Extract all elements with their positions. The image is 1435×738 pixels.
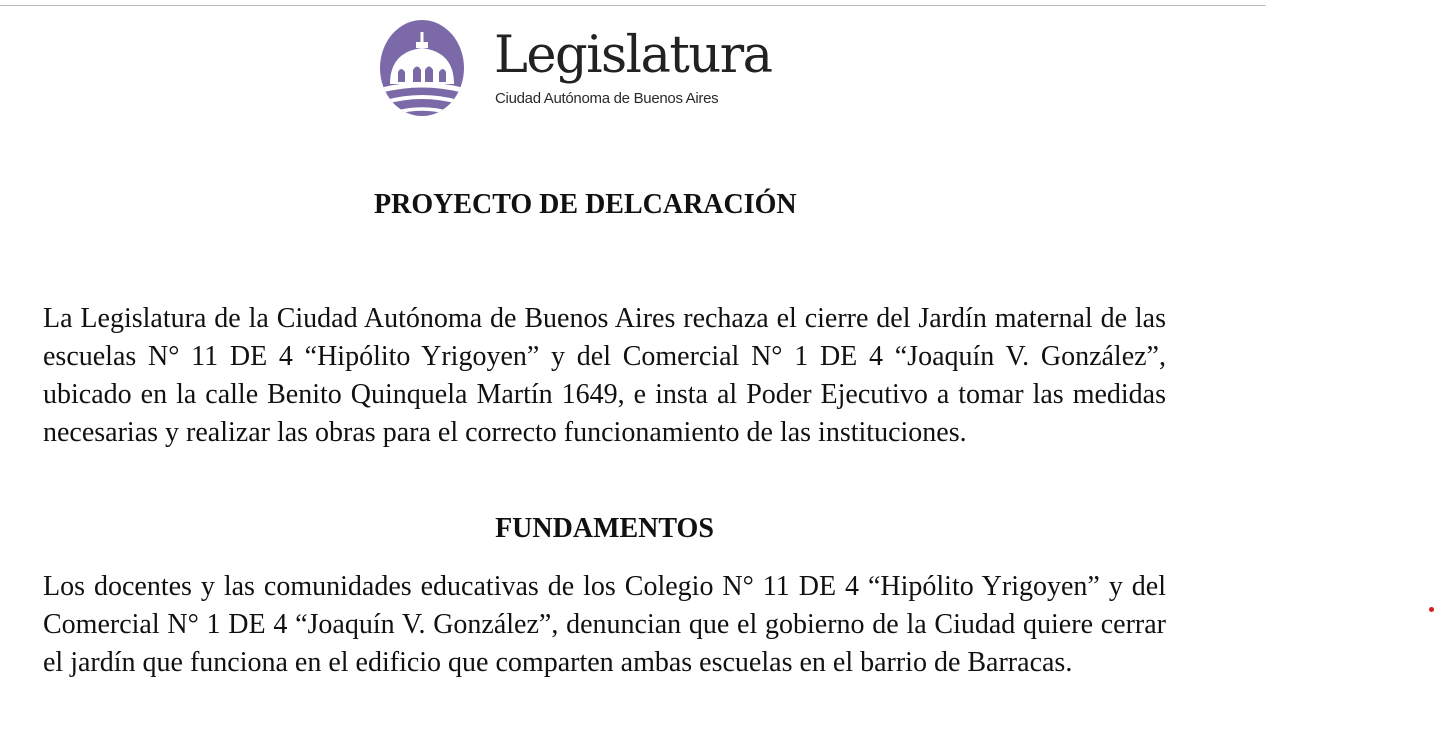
page-top-border [0,5,1266,6]
section-heading-fundamentos: FUNDAMENTOS [495,513,714,544]
dome-emblem-icon [376,18,468,126]
legislatura-logo [376,18,772,126]
marker-dot [1429,607,1434,612]
fundamentos-paragraph[interactable]: Los docentes y las comunidades educativas de los Colegio N° 11 DE 4 “Hipólito Yrigoyen” y del Comercial N° 1 DE 4 “Joaquín V. González”, denuncian que el gobierno de la Ciudad quiere cerrar el jardín que funciona en el edificio que comparten ambas escuelas en el barrio de Barracas. [43,571,1166,678]
declaration-paragraph[interactable]: La Legislatura de la Ciudad Autónoma de Buenos Aires rechaza el cierre del Jardín maternal de las escuelas N° 11 DE 4 “Hipólito Yrigoyen” y del Comercial N° 1 DE 4 “Joaquín V. González”, ubicado en la calle Benito Quinquela Martín 1649, e insta al Poder Ejecutivo a tomar las medidas necesarias y realizar las obras para el correcto funcionamiento de las instituciones. [43,303,1166,448]
logo-name: Legislatura [494,26,772,85]
document-title: PROYECTO DE DELCARACIÓN [374,189,797,220]
logo-subtitle: Ciudad Autónoma de Buenos Aires [495,90,719,107]
